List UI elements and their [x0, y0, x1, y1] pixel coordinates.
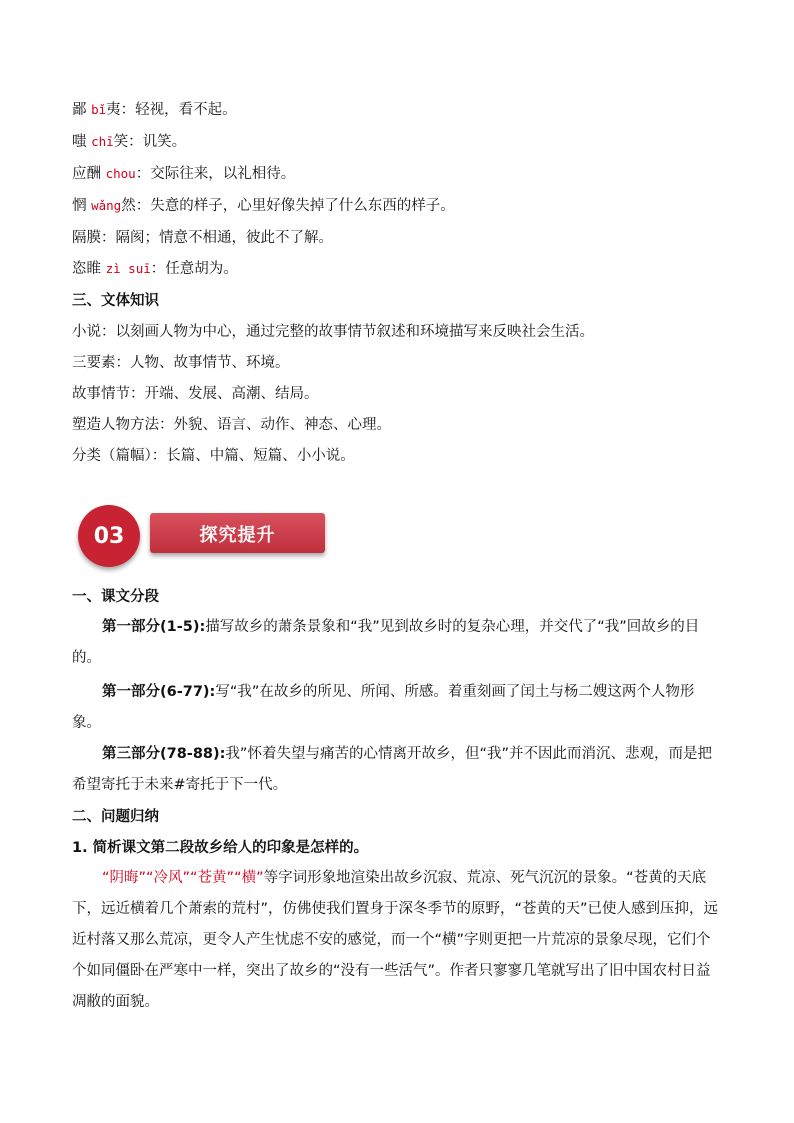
structure-part — [72, 677, 722, 739]
part-text: 写“我”在故乡的所见、所闻、所感。着重刻画了闰土与杨二嫂这两个人物形象。 — [72, 684, 695, 731]
section-heading: 二、问题归纳 — [72, 809, 159, 825]
part-text: 我”怀着失望与痛苦的心情离开故乡，但“我”并不因此而消沉、悲观，而是把希望寄托于未来#寄托于下一代。 — [72, 746, 712, 793]
vocab-line: 应酬 chou：交际往来，以礼相待。 — [72, 166, 296, 182]
vocab-line: 隔膜：隔阂；情意不相通，彼此不了解。 — [72, 230, 333, 246]
vocab-line: 嗤 chī笑：讥笑。 — [72, 134, 187, 150]
vocab-line: 鄙 bǐ夷：轻视，看不起。 — [72, 102, 237, 118]
banner-title: 探究提升 — [199, 525, 276, 546]
genre-item: 塑造人物方法：外貌、语言、动作、神态、心理。 — [72, 417, 391, 433]
question-1: 1. 简析课文第二段故乡给人的印象是怎样的。 — [72, 840, 369, 856]
part-text: 描写故乡的萧条景象和“我”见到故乡时的复杂心理，并交代了“我”回故乡的目的。 — [72, 619, 700, 666]
pinyin: chou — [105, 166, 136, 181]
section-banner — [78, 503, 328, 567]
genre-item: 分类（篇幅）：长篇、中篇、短篇、小小说。 — [72, 448, 355, 464]
genre-item: 三要素：人物、故事情节、环境。 — [72, 355, 290, 371]
answer-keywords: “阴晦”“冷风”“苍黄”“横” — [102, 870, 264, 886]
genre-item: 故事情节：开端、发展、高潮、结局。 — [72, 386, 319, 402]
pinyin: bǐ — [91, 102, 107, 117]
pinyin: wǎng — [91, 198, 122, 213]
structure-part — [72, 612, 722, 674]
section-heading: 三、文体知识 — [72, 293, 159, 309]
pinyin: zì suī — [105, 261, 151, 276]
vocab-line: 恣睢 zì suī：任意胡为。 — [72, 261, 238, 277]
vocab-line: 惘 wǎng然：失意的样子，心里好像失掉了什么东西的样子。 — [72, 198, 455, 214]
structure-part — [72, 739, 722, 801]
part-label: 第三部分(78-88): — [102, 746, 226, 762]
banner-number: 03 — [93, 524, 125, 549]
part-label: 第一部分(1-5): — [102, 619, 206, 635]
pinyin: chī — [91, 134, 114, 149]
answer-1 — [72, 863, 722, 1018]
part-label: 第一部分(6-77): — [102, 684, 216, 700]
banner-number-badge — [78, 505, 140, 567]
banner-bar — [150, 513, 325, 553]
genre-item: 小说：以刻画人物为中心，通过完整的故事情节叙述和环境描写来反映社会生活。 — [72, 324, 594, 340]
section-heading: 一、课文分段 — [72, 589, 159, 605]
answer-text: 等字词形象地渲染出故乡沉寂、荒凉、死气沉沉的景象。“苍黄的天底下，远近横着几个萧索的荒村”，仿佛使我们置身于深冬季节的原野，“苍黄的天”已使人感到压抑，远近村落又那么荒凉，更令人产生忧虑不安的感觉，而一个“横”字则更把一片荒凉的景象尽现，它们个个如同僵卧在严寒中一样，突出了故乡的“没有一些活气”。作者只寥寥几笔就写出了旧中国农村日益凋敝的面貌。 — [72, 870, 719, 1010]
